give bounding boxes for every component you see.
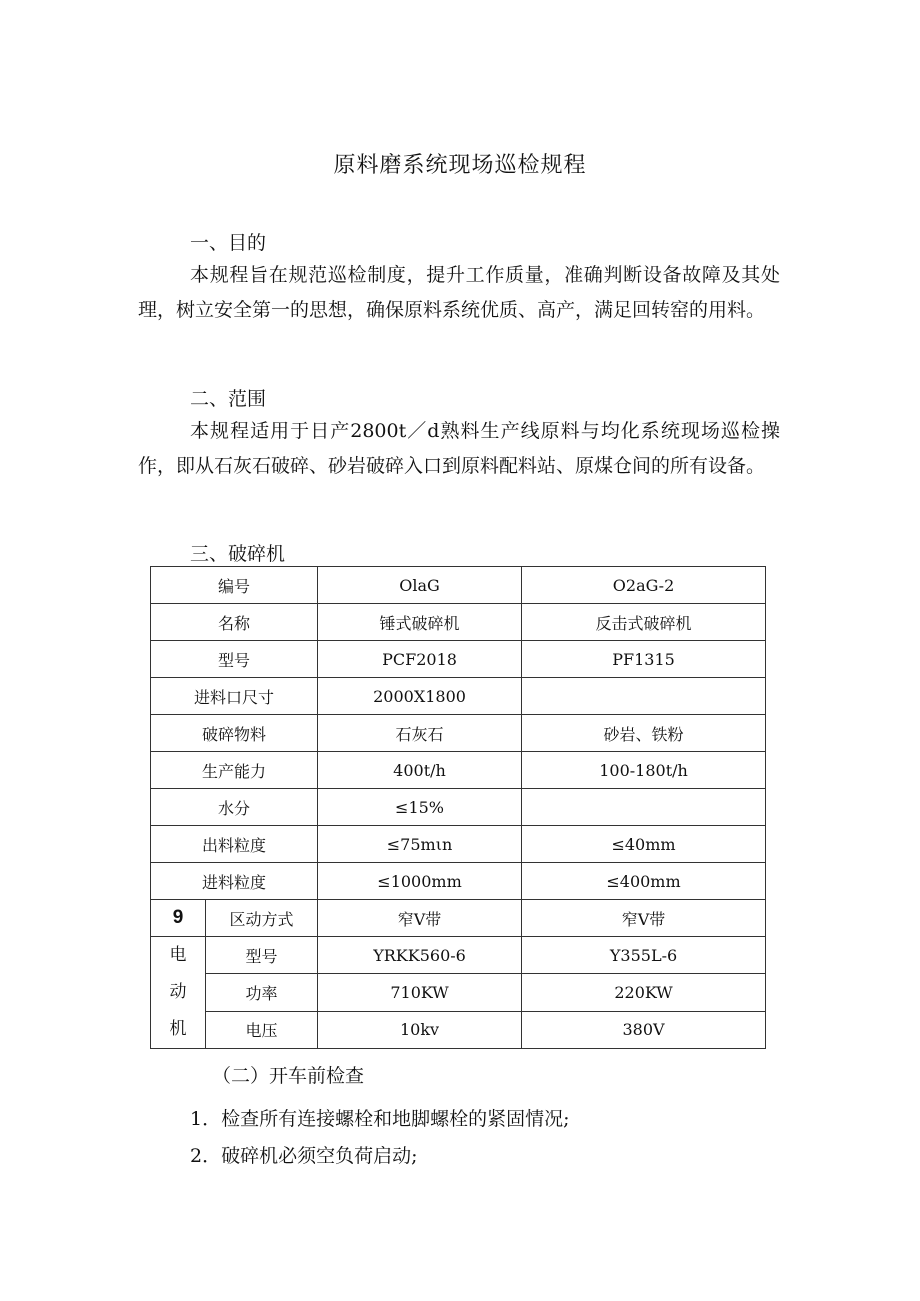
row-label: 型号: [151, 641, 318, 678]
table-row: [151, 826, 766, 863]
row-label: 名称: [151, 604, 318, 641]
cell-value-a: 锤式破碎机: [318, 604, 522, 641]
cell-value-a: 石灰石: [318, 715, 522, 752]
table-row: [151, 567, 766, 604]
row-label: 生产能力: [151, 752, 318, 789]
cell-value-a: YRKK560-6: [318, 937, 522, 974]
table-row: [151, 641, 766, 678]
cell-value-b: ≤400mm: [522, 863, 766, 900]
document-title: 原料磨系统现场巡检规程: [333, 153, 587, 178]
cell-value-a: 710KW: [318, 974, 522, 1011]
cell-value-a: 400t/h: [318, 752, 522, 789]
motor-char: 电: [169, 945, 187, 965]
list-item: 1．检查所有连接螺栓和地脚螺栓的紧固情况;: [190, 1108, 570, 1130]
row-label: 功率: [206, 974, 318, 1011]
motor-marker: 9: [151, 900, 206, 937]
row-label: 区动方式: [206, 900, 318, 937]
list-item: 2．破碎机必须空负荷启动;: [190, 1145, 418, 1167]
cell-value-b: 砂岩、铁粉: [522, 715, 766, 752]
row-label: 破碎物料: [151, 715, 318, 752]
section-heading-prestart-check: （二）开车前检查: [212, 1065, 365, 1087]
row-label: 电压: [206, 1011, 318, 1048]
section-text-purpose: 本规程旨在规范巡检制度，提升工作质量，准确判断设备故障及其处理，树立安全第一的思想，确保原料系统优质、高产，满足回转窑的用料。: [138, 264, 780, 321]
motor-char: 动: [169, 982, 187, 1002]
cell-value-b: 100-180t/h: [522, 752, 766, 789]
cell-value-a: ≤1000mm: [318, 863, 522, 900]
cell-value-b: [522, 789, 766, 826]
section-heading-crusher: 三、破碎机: [190, 543, 286, 565]
table-row: [151, 752, 766, 789]
section-heading-scope: 二、范围: [190, 388, 267, 410]
section-heading-purpose: 一、目的: [190, 232, 267, 254]
table-row: [151, 937, 766, 974]
cell-value-a: PCF2018: [318, 641, 522, 678]
cell-value-b: 窄V带: [522, 900, 766, 937]
row-label: 编号: [151, 567, 318, 604]
row-label: 出料粒度: [151, 826, 318, 863]
table-row: [151, 715, 766, 752]
cell-value-b: O2aG-2: [522, 567, 766, 604]
cell-value-b: ≤40mm: [522, 826, 766, 863]
table-row: [151, 1011, 766, 1048]
cell-value-b: PF1315: [522, 641, 766, 678]
cell-value-b: 220KW: [522, 974, 766, 1011]
row-label: 水分: [151, 789, 318, 826]
table-row: [151, 863, 766, 900]
cell-value-a: ≤75mιn: [318, 826, 522, 863]
row-label: 型号: [206, 937, 318, 974]
cell-value-b: [522, 678, 766, 715]
row-label: 进料粒度: [151, 863, 318, 900]
cell-value-a: 2000X1800: [318, 678, 522, 715]
row-label: 进料口尺寸: [151, 678, 318, 715]
cell-value-a: OlaG: [318, 567, 522, 604]
table-row: [151, 604, 766, 641]
section-text-scope: 本规程适用于日产2800t／d熟料生产线原料与均化系统现场巡检操作，即从石灰石破碎、砂岩破碎入口到原料配料站、原煤仓间的所有设备。: [138, 420, 780, 477]
cell-value-a: ≤15%: [318, 789, 522, 826]
cell-value-b: 380V: [522, 1011, 766, 1048]
cell-value-b: 反击式破碎机: [522, 604, 766, 641]
motor-group-label: [151, 937, 206, 1049]
table-row: [151, 900, 766, 937]
table-row: [151, 789, 766, 826]
table-row: [151, 974, 766, 1011]
crusher-spec-table: [150, 566, 766, 1049]
motor-char: 机: [169, 1019, 187, 1039]
cell-value-a: 窄V带: [318, 900, 522, 937]
cell-value-a: 10kv: [318, 1011, 522, 1048]
table-row: [151, 678, 766, 715]
cell-value-b: Y355L-6: [522, 937, 766, 974]
